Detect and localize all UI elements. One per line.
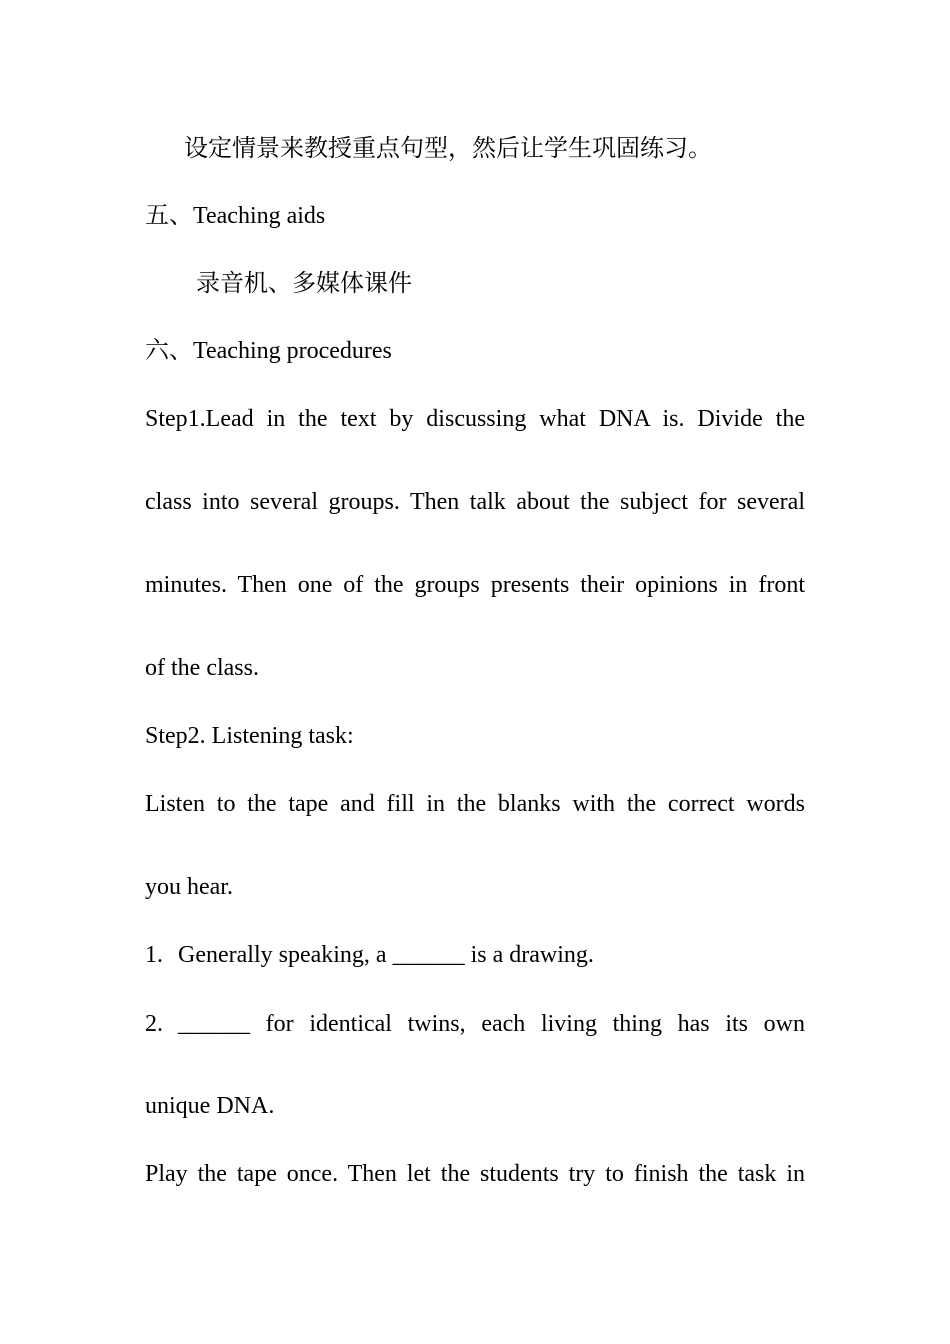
text-line-method-description: 设定情景来教授重点句型，然后让学生巩固练习。 <box>184 136 712 162</box>
section-heading-teaching-procedures: 六、Teaching procedures <box>145 338 392 364</box>
text-line-teaching-aids: 录音机、多媒体课件 <box>196 271 412 297</box>
text-line-listening-a: Listen to the tape and fill in the blanks with the correct words <box>145 791 805 817</box>
list-item-2-continuation: unique DNA. <box>145 1093 275 1119</box>
text-line-step1-b: class into several groups. Then talk about the subject for several <box>145 489 805 515</box>
list-number-2: 2. <box>145 1011 163 1037</box>
list-item-1-text: Generally speaking, a ______ is a drawing. <box>178 942 594 968</box>
list-item-1 <box>145 939 805 971</box>
text-line-step1-d: of the class. <box>145 655 259 681</box>
text-line-step1-c: minutes. Then one of the groups presents their opinions in front <box>145 572 805 598</box>
section-heading-teaching-aids: 五、Teaching aids <box>145 203 326 229</box>
text-line-step1-a: Step1.Lead in the text by discussing what DNA is. Divide the <box>145 406 805 432</box>
text-line-play-tape: Play the tape once. Then let the students try to finish the task in <box>145 1161 805 1187</box>
list-item-2-text: ______ for identical twins, each living thing has its own <box>178 1011 805 1037</box>
text-line-listening-b: you hear. <box>145 874 233 900</box>
list-number-1: 1. <box>145 942 163 968</box>
text-line-step2-heading: Step2. Listening task: <box>145 723 354 749</box>
list-item-2 <box>145 1008 805 1040</box>
